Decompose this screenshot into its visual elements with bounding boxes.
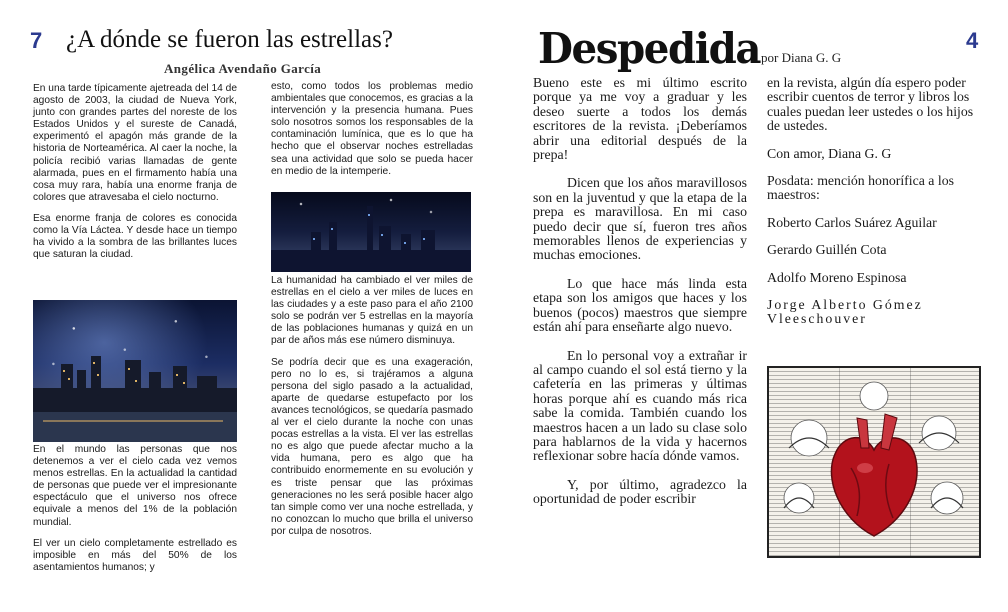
left-column-2-top bbox=[271, 81, 473, 187]
paragraph: esto, como todos los problemas medio ambientales que conocemos, es gracias a la intervención y la presencia humana. Pues solo nosotros somos los responsables de la contaminación lumínica, que es lo que ha hecho que el observar noches estrelladas sea una actividad que solo se pueda hacer en medio de la intemperie. bbox=[271, 81, 473, 177]
teacher-name: Adolfo Moreno Espinosa bbox=[767, 269, 907, 285]
anatomical-heart-illustration bbox=[767, 366, 981, 558]
paragraph: En el mundo las personas que nos detenemos a ver el cielo cada vez vemos menos estrellas. En la actualidad la cantidad de personas que puede ver el impresionante espectáculo que el universo nos ofrece equivale a menos del 1% de la población mundial. bbox=[33, 444, 237, 528]
paragraph: En una tarde típicamente ajetreada del 14 de agosto de 2003, la ciudad de Nueva York, junto con grandes partes del noreste de los Estados Unidos y el sureste de Canadá, experimentó el apagón más grande de la historia de Norteamérica. Al caer la noche, la policía recibió varias llamadas de gente alarmada, pues en el firmamento había una cosa muy rara, había una enorme franja de colores que atravesaba el cielo nocturno. bbox=[33, 83, 237, 203]
paragraph: Se podría decir que es una exageración, pero no lo es, si trajéramos a alguna persona del siglo pasado a la actualidad, aparte de quedarse estupefacto por los avances tecnológicos, se quedaría pasmado al ver el cielo durante la noche con unas pocas estrellas a la vista. El ver las estrellas no es algo que puede afectar mucho a la vida humana, pero es algo que ha contribuido enormemente en su evolución y es triste pensar que las próximas generaciones no les será posible hacer algo tan simple como ver una noche estrellada, y no conozcan lo mucho que brilla el universo por culpa de nosotros. bbox=[271, 356, 473, 537]
left-article-title: ¿A dónde se fueron las estrellas? bbox=[66, 26, 393, 53]
postscript: Posdata: mención honorífica a los maestros: bbox=[767, 173, 954, 203]
city-skyline-drawing-2 bbox=[271, 192, 471, 272]
teacher-name: Roberto Carlos Suárez Aguilar bbox=[767, 214, 937, 230]
right-column-2 bbox=[767, 76, 981, 340]
city-skyline-photo bbox=[271, 192, 471, 272]
paragraph: En lo personal voy a extrañar ir al campo cuando el sol está tierno y la cafetería en las primeras y últimas horas porque ahí es cuando más rica sabe la comida. También cuando los maestros hacen a un lado su clase solo para hablarnos de la vida y hacernos reflexionar sobre hacía dónde vamos. bbox=[533, 347, 747, 464]
right-article-title: Despedida bbox=[538, 24, 761, 73]
paragraph: La humanidad ha cambiado el ver miles de estrellas en el cielo a ver miles de luces en las ciudades y a este paso para el año 2100 solo se podrán ver 5 estrellas en la mayoría de las poblaciones humanas y quizá en un par de años más ese número disminuya. bbox=[271, 275, 473, 347]
signature-line: Con amor, Diana G. G bbox=[767, 145, 892, 161]
teacher-name: Jorge Alberto Gómez Vleeschouver bbox=[767, 297, 923, 327]
left-article-author: Angélica Avendaño García bbox=[164, 61, 322, 76]
paragraph: Dicen que los años maravillosos son en la juventud y que la etapa de la prepa es maravillosa. En mi caso puedo decir que sí, fueron tres años memorables llenos de experiencias y muchas emociones. bbox=[533, 175, 747, 263]
paragraph: El ver un cielo completamente estrellado es imposible en más del 50% de los asentamientos humanos; y bbox=[33, 537, 237, 573]
left-column-1-bottom bbox=[33, 444, 237, 583]
right-column-1 bbox=[533, 76, 747, 521]
teacher-name: Gerardo Guillén Cota bbox=[767, 242, 887, 258]
left-column-2-bottom bbox=[271, 275, 473, 547]
paragraph: Y, por último, agradezco la oportunidad de poder escribir bbox=[533, 476, 747, 507]
paragraph: en la revista, algún día espero poder escribir cuentos de terror y libros los cuales puedan leer ustedes o los hijos de ustedes. bbox=[767, 75, 974, 134]
right-article-byline: por Diana G. G bbox=[761, 50, 842, 65]
left-column-1-top bbox=[33, 83, 237, 270]
paragraph: Bueno este es mi último escrito porque ya me voy a graduar y les deseo suerte a todos los demás escritores de la revista. ¡Deberíamos abrir una editorial después de la prepa! bbox=[533, 75, 747, 163]
city-skyline-drawing bbox=[33, 300, 237, 442]
right-page-number: 4 bbox=[966, 28, 979, 53]
heart-icon bbox=[769, 368, 979, 556]
paragraph: Esa enorme franja de colores es conocida como la Vía Láctea. Y desde hace un tiempo ha vivido a la sombra de las brillantes luces que saturan la ciudad. bbox=[33, 212, 237, 261]
city-night-sky-photo bbox=[33, 300, 237, 442]
paragraph: Lo que hace más linda esta etapa son los amigos que haces y los buenos (pocos) maestros que siempre están ahí para enseñarte algo nuevo. bbox=[533, 275, 747, 335]
left-page-number: 7 bbox=[30, 28, 43, 53]
